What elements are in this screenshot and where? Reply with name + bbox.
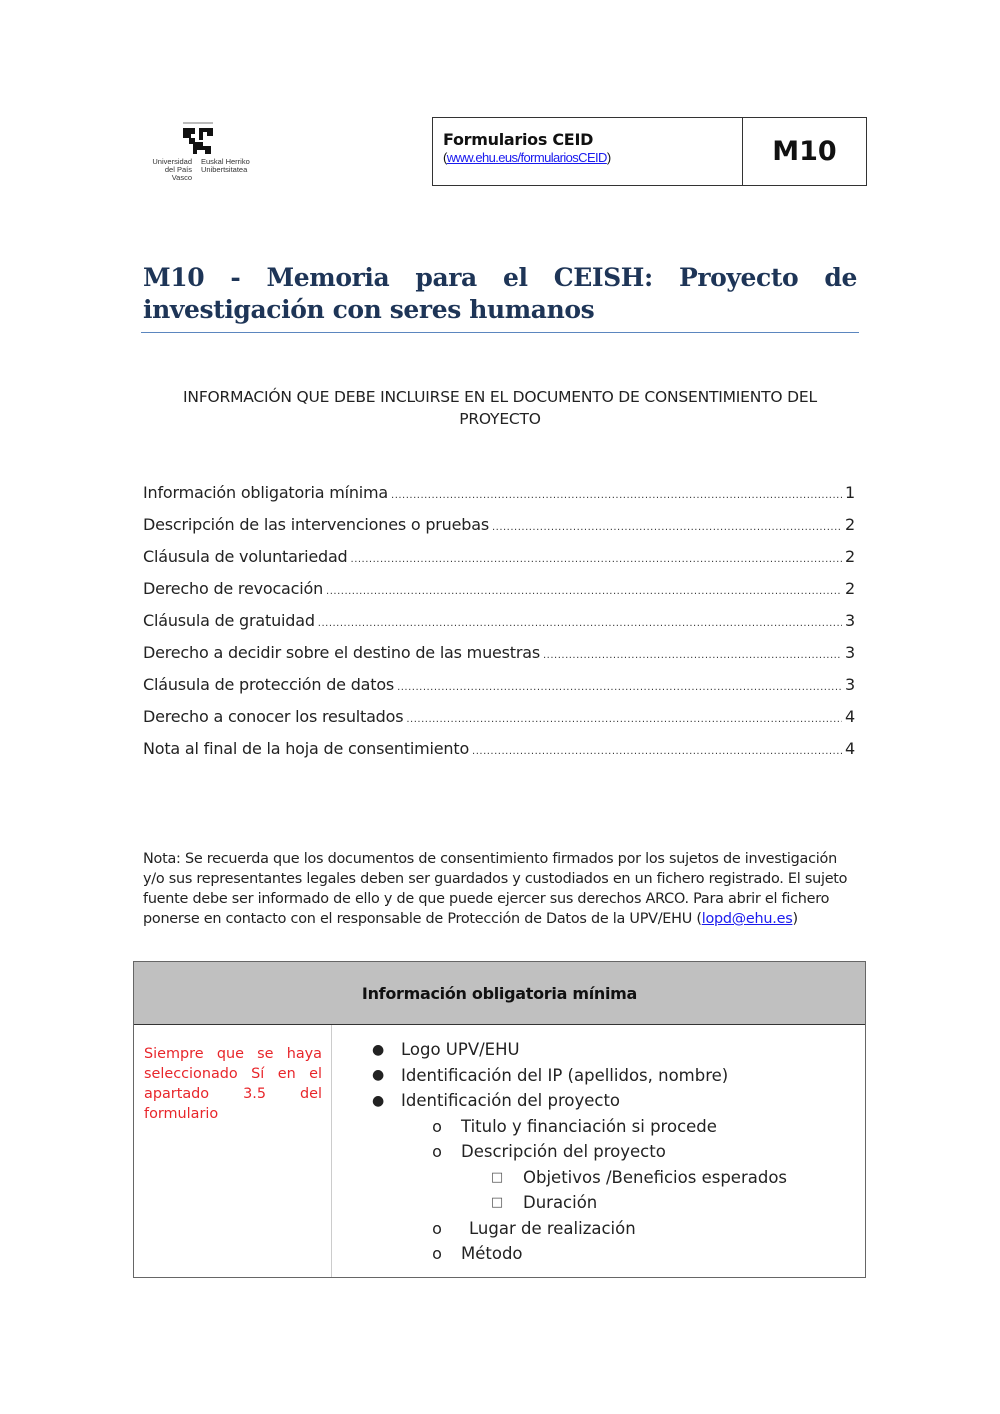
form-url-line <box>443 150 742 165</box>
document-subtitle: INFORMACIÓN QUE DEBE INCLUIRSE EN EL DOCUMENTO DE CONSENTIMIENTO DEL PROYECTO <box>183 388 817 428</box>
toc-entry-label: Derecho a conocer los resultados <box>143 707 404 726</box>
toc-page-number: 3 <box>845 611 855 630</box>
toc-entry[interactable] <box>143 643 855 675</box>
requirement-text: Método <box>461 1244 523 1264</box>
toc-page-number: 4 <box>845 707 855 726</box>
note-paragraph <box>143 849 858 929</box>
note-close: ) <box>792 911 798 927</box>
logo-text-eu <box>201 158 261 174</box>
requirement-item <box>332 1139 865 1165</box>
toc-leader-dots <box>318 618 842 629</box>
condition-cell: Siempre que se haya seleccionado Sí en el apartado 3.5 del formulario <box>134 1025 332 1277</box>
toc-leader-dots <box>397 682 842 693</box>
table-of-contents <box>143 483 855 771</box>
email-link[interactable]: lopd@ehu.es <box>701 911 793 927</box>
toc-entry-label: Cláusula de gratuidad <box>143 611 315 630</box>
requirement-item <box>332 1037 865 1063</box>
requirement-text: Descripción del proyecto <box>461 1142 666 1162</box>
url-paren-open: ( <box>443 150 447 165</box>
requirement-item <box>332 1063 865 1089</box>
toc-page-number: 3 <box>845 643 855 662</box>
toc-entry[interactable] <box>143 675 855 707</box>
requirement-item <box>332 1114 865 1140</box>
form-code: M10 <box>772 136 837 167</box>
logo-motto <box>183 122 213 124</box>
table-body-row <box>134 1025 865 1277</box>
square-bullet-icon: □ <box>490 1169 504 1185</box>
toc-entry-label: Derecho de revocación <box>143 579 324 598</box>
form-series-title: Formularios CEID <box>443 130 594 149</box>
requirement-item <box>332 1165 865 1191</box>
toc-page-number: 3 <box>845 675 855 694</box>
logo-eu-line1: Euskal Herriko <box>201 157 250 166</box>
toc-entry-label: Cláusula de protección de datos <box>143 675 395 694</box>
circle-bullet-icon: o <box>432 1142 442 1162</box>
requirement-item <box>332 1088 865 1114</box>
toc-page-number: 2 <box>845 579 855 598</box>
toc-entry[interactable] <box>143 579 855 611</box>
toc-entry[interactable] <box>143 739 855 771</box>
toc-page-number: 2 <box>845 515 855 534</box>
requirement-item <box>332 1190 865 1216</box>
toc-leader-dots <box>543 650 842 661</box>
requirement-text: Lugar de realización <box>469 1218 636 1238</box>
requirement-item <box>332 1216 865 1242</box>
form-header-box <box>432 117 867 186</box>
logo-eu-line2: Unibertsitatea <box>201 165 248 174</box>
requirement-text: Duración <box>523 1193 598 1213</box>
toc-leader-dots <box>406 714 842 725</box>
table-header <box>134 962 865 1025</box>
toc-leader-dots <box>492 522 842 533</box>
note-text: Nota: Se recuerda que los documentos de consentimiento firmados por los sujetos de investigación y/o sus representantes legales deben ser guardados y custodiados en un fichero registrado. El sujeto fuente debe ser informado de ello y de que puede ejercer sus derechos ARCO. Para abrir el fichero ponerse en contacto con el responsable de Protección de Datos de la UPV/EHU ( <box>143 851 848 927</box>
toc-entry-label: Cláusula de voluntariedad <box>143 547 348 566</box>
form-header-right <box>743 118 866 185</box>
url-paren-close: ) <box>606 150 611 165</box>
toc-entry[interactable] <box>143 611 855 643</box>
document-title: M10 - Memoria para el CEISH: Proyecto de investigación con seres humanos <box>143 263 857 324</box>
logo-es-line2: del País Vasco <box>164 165 192 182</box>
requirement-text: Logo UPV/EHU <box>401 1040 520 1060</box>
toc-entry-label: Derecho a decidir sobre el destino de las muestras <box>143 643 540 662</box>
toc-entry-label: Nota al final de la hoja de consentimiento <box>143 739 470 758</box>
toc-page-number: 2 <box>845 547 855 566</box>
circle-bullet-icon: o <box>432 1218 442 1238</box>
toc-entry[interactable] <box>143 483 855 515</box>
logo-text-es <box>144 158 192 182</box>
minimum-info-table <box>133 961 866 1278</box>
bullet-icon: ● <box>372 1067 385 1084</box>
form-header-left <box>433 118 743 185</box>
toc-entry[interactable] <box>143 547 855 579</box>
toc-leader-dots <box>351 554 843 565</box>
requirements-list <box>332 1025 865 1277</box>
toc-page-number: 4 <box>845 739 855 758</box>
toc-entry[interactable] <box>143 707 855 739</box>
toc-entry-label: Descripción de las intervenciones o pruebas <box>143 515 489 534</box>
logo-es-line1: Universidad <box>152 157 192 166</box>
toc-entry[interactable] <box>143 515 855 547</box>
bullet-icon: ● <box>372 1041 385 1058</box>
form-url-link[interactable]: www.ehu.eus/formulariosCEID <box>446 150 607 165</box>
bullet-icon: ● <box>372 1092 385 1109</box>
requirement-text: Identificación del proyecto <box>401 1091 621 1111</box>
toc-leader-dots <box>391 490 842 501</box>
toc-page-number: 1 <box>845 483 855 502</box>
circle-bullet-icon: o <box>432 1244 442 1264</box>
requirement-item <box>332 1241 865 1267</box>
requirement-text: Titulo y financiación si procede <box>461 1116 717 1136</box>
requirement-text: Objetivos /Beneficios esperados <box>523 1167 788 1187</box>
toc-entry-label: Información obligatoria mínima <box>143 483 389 502</box>
square-bullet-icon: □ <box>490 1195 504 1211</box>
toc-leader-dots <box>326 586 842 597</box>
toc-leader-dots <box>472 746 842 757</box>
circle-bullet-icon: o <box>432 1116 442 1136</box>
university-logo <box>140 118 256 182</box>
title-divider <box>141 332 859 333</box>
upv-ehu-emblem-icon <box>181 126 215 156</box>
table-header-label: Información obligatoria mínima <box>361 983 638 1003</box>
requirement-text: Identificación del IP (apellidos, nombre) <box>401 1065 729 1085</box>
